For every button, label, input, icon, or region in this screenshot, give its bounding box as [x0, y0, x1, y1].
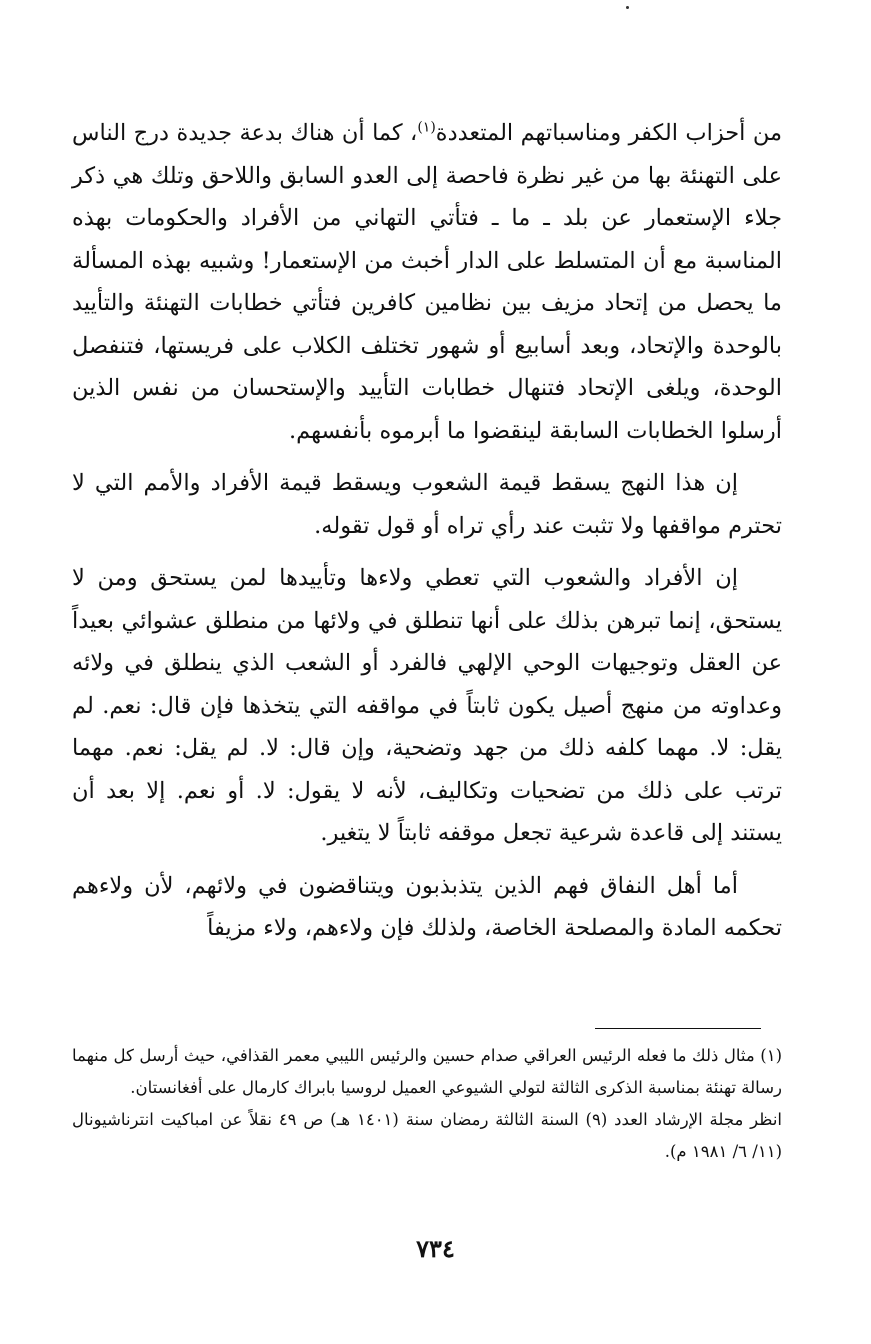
paragraph-3: إن الأفراد والشعوب التي تعطي ولاءها وتأييدها لمن يستحق ومن لا يستحق، إنما تبرهن بذلك على أنها تنطلق في ولائها من منطلق عشوائي بعيداً عن العقل وتوجيهات الوحي الإلهي فالفرد أو الشعب الذي ينطلق في ولائه وعداوته من منهج أصيل يكون ثابتاً في مواقفه التي يتخذها فإن قال: نعم. لم يقل: لا. مهما كلفه ذلك من جهد وتضحية، وإن قال: لا. لم يقل: نعم. مهما ترتب على ذلك من تضحيات وتكاليف، لأنه لا يقول: لا. أو نعم. إلا بعد أن يستند إلى قاعدة شرعية تجعل موقفه ثابتاً لا يتغير. [72, 565, 782, 846]
footnote-1-marker: (١) [760, 1046, 782, 1065]
paragraph-1-text-b: ، كما أن هناك بدعة جديدة درج الناس على التهنئة بها من غير نظرة فاحصة إلى العدو السابق واللاحق وتلك هي ذكر جلاء الإستعمار عن بلد ـ ما ـ فتأتي التهاني من الأفراد والحكومات بهذه المناسبة مع أن المتسلط على الدار أخبث من الإستعمار! وشبيه بهذه المسألة ما يحصل من إتحاد مزيف بين نظامين كافرين فتأتي خطابات التهنئة والتأييد بالوحدة والإتحاد، وبعد أسابيع أو شهور تختلف الكلاب على فريستها، فتنفصل الوحدة، ويلغى الإتحاد فتنهال خطابات التأييد والإستحسان من نفس الذين أرسلوا الخطابات السابقة لينقضوا ما أبرموه بأنفسهم. [72, 120, 782, 444]
footnote-2-text: انظر مجلة الإرشاد العدد (٩) السنة الثالثة رمضان سنة (١٤٠١ هـ) ص ٤٩ نقلاً عن امباكيت انترناشيونال (١١/ ٦/ ١٩٨١ م). [72, 1110, 782, 1161]
paragraph-1 [72, 112, 782, 452]
footnote-2 [72, 1104, 782, 1168]
main-text [72, 112, 782, 950]
paragraph-2: إن هذا النهج يسقط قيمة الشعوب ويسقط قيمة الأفراد والأمم التي لا تحترم مواقفها ولا تثبت عند رأي تراه أو قول تقوله. [72, 470, 782, 539]
page-number: ٧٣٤ [416, 1234, 455, 1263]
footnote-1-text: مثال ذلك ما فعله الرئيس العراقي صدام حسين والرئيس الليبي معمر القذافي، حيث أرسل كل منهما رسالة تهنئة بمناسبة الذكرى الثالثة لتولي الشيوعي العميل لروسيا بابراك كارمال على أفغانستان. [72, 1046, 782, 1097]
scan-speck [626, 6, 629, 9]
paragraph-1-text-a: من أحزاب الكفر ومناسباتهم المتعددة [435, 120, 783, 146]
footnotes [72, 1040, 782, 1168]
footnote-1 [72, 1040, 782, 1104]
footnote-marker: (١) [417, 119, 436, 136]
footnote-separator [595, 1028, 761, 1029]
paragraph-4: أما أهل النفاق فهم الذين يتذبذبون ويتناقضون في ولائهم، لأن ولاءهم تحكمه المادة والمصلحة الخاصة، ولذلك فإن ولاءهم، ولاء مزيفاً [72, 872, 782, 941]
